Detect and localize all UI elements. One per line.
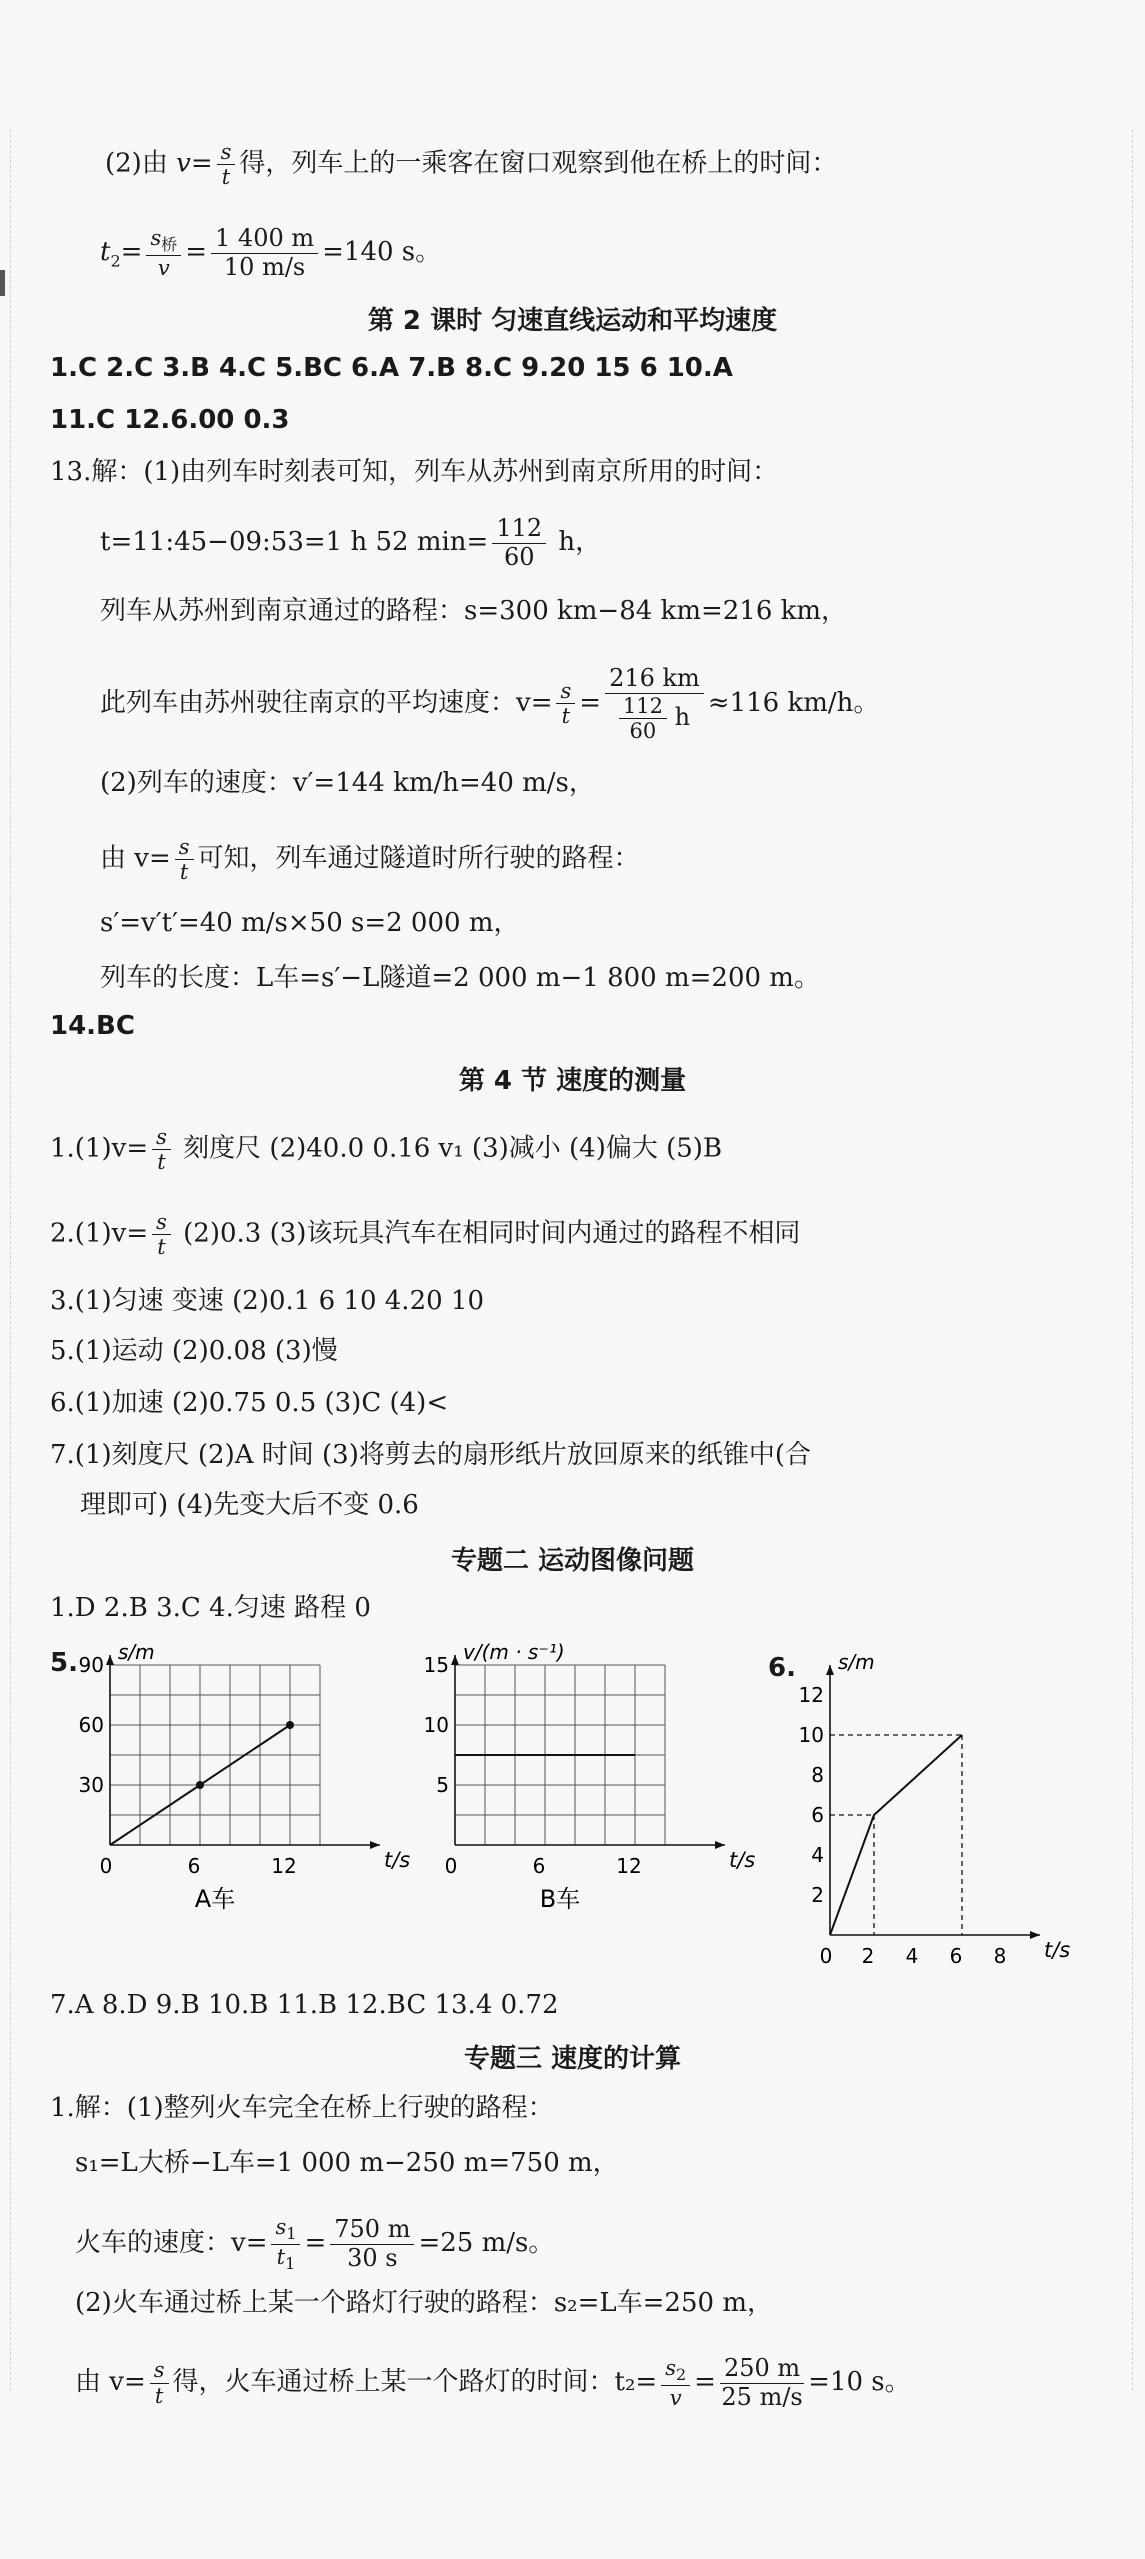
y-tick-label: 15 xyxy=(423,1653,449,1677)
sec4-q3-q4: 3.(1)匀速 变速 (2)0.1 6 10 4.20 10 xyxy=(50,1286,485,1316)
x-tick-label: 6 xyxy=(187,1854,201,1878)
y-axis-label: s/m xyxy=(838,1650,875,1674)
sec4-q6: 6.(1)加速 (2)0.75 0.5 (3)C (4)< xyxy=(50,1388,449,1418)
sec4-q2: 2.(1)v= $\frac{s}{t}$ (2)0.3 (3)该玩具汽车在相同时间内通过的路程不相同 xyxy=(50,1210,801,1260)
q13-path: 列车从苏州到南京通过的路程：s=300 km−84 km=216 km， xyxy=(100,596,848,626)
q13-tunnel: 由 v= $\frac{s}{t}$ 可知，列车通过隧道时所行驶的路程： xyxy=(100,835,640,885)
y-axis-arrow xyxy=(106,1655,114,1665)
y-tick-label: 30 xyxy=(78,1773,104,1797)
q13-time: t=11:45−09:53=1 h 52 min= $\frac{112}{60}$ h， xyxy=(100,514,602,571)
y-tick-label: 8 xyxy=(811,1763,824,1787)
x-tick-label: 12 xyxy=(271,1854,297,1878)
y-tick-label: 10 xyxy=(798,1723,824,1747)
x-axis-label: t/s xyxy=(384,1848,411,1872)
section-title-4: 第 4 节 速度的测量 xyxy=(458,1066,687,1096)
data-point xyxy=(196,1781,204,1789)
y-axis-label: s/m xyxy=(118,1640,155,1664)
prev-answer-line-2: $t_2=$ $\frac{s_桥}{v}$ = $\frac{1 400 m}{10 m/s}$ =140 s。 xyxy=(100,224,442,281)
x-tick-label: 0 xyxy=(99,1854,113,1878)
x-tick-label: 4 xyxy=(905,1944,919,1968)
x-axis-label: t/s xyxy=(1044,1938,1071,1962)
y-tick-label: 12 xyxy=(798,1683,824,1707)
chart-a-car xyxy=(55,1640,411,1913)
topic2-q6-label: 6. xyxy=(768,1653,796,1683)
y-tick-label: 5 xyxy=(436,1773,449,1797)
y-tick-label: 90 xyxy=(78,1653,104,1677)
chart-q6 xyxy=(790,1645,1080,1970)
topic3-q1-s1: s₁=L大桥−L车=1 000 m−250 m=750 m， xyxy=(75,2148,619,2178)
sec4-q5: 5.(1)运动 (2)0.08 (3)慢 xyxy=(50,1336,338,1366)
x-tick-label: 0 xyxy=(444,1854,458,1878)
chart-caption: A车 xyxy=(194,1885,236,1913)
chart-caption: B车 xyxy=(539,1885,581,1913)
x-tick-label: 0 xyxy=(819,1944,833,1968)
y-axis-arrow xyxy=(826,1665,834,1675)
data-point xyxy=(286,1721,294,1729)
chart-b-car xyxy=(410,1640,756,1913)
q13-train-speed: (2)列车的速度：v′=144 km/h=40 m/s， xyxy=(100,768,595,798)
topic3-q1-speed: 火车的速度：v= $\frac{s_1}{t_1}$ = $\frac{750 m}{30 s}$ =25 m/s。 xyxy=(75,2214,555,2273)
y-tick-label: 2 xyxy=(811,1883,824,1907)
sec4-q1: 1.(1)v= $\frac{s}{t}$ 刻度尺 (2)40.0 0.16 v₁ (3)减小 (4)偏大 (5)B xyxy=(50,1125,723,1175)
topic2-answers-row2: 7.A 8.D 9.B 10.B 11.B 12.BC 13.4 0.72 xyxy=(50,1990,559,2020)
margin-mark xyxy=(0,270,5,296)
x-axis-arrow xyxy=(1030,1931,1040,1939)
y-tick-label: 4 xyxy=(811,1843,824,1867)
sec4-q7-line2: 理即可) (4)先变大后不变 0.6 xyxy=(80,1490,419,1520)
y-tick-label: 10 xyxy=(423,1713,449,1737)
lesson2-answers-row1: 1.C 2.C 3.B 4.C 5.BC 6.A 7.B 8.C 9.20 15 6 10.A xyxy=(50,353,733,383)
section-title-topic3: 专题三 速度的计算 xyxy=(463,2044,682,2074)
x-tick-label: 8 xyxy=(993,1944,1007,1968)
y-tick-label: 60 xyxy=(78,1713,104,1737)
y-axis-arrow xyxy=(451,1655,459,1665)
section-title-topic2: 专题二 运动图像问题 xyxy=(450,1546,695,1576)
series-line xyxy=(830,1735,962,1935)
topic2-answers-row1: 1.D 2.B 3.C 4.匀速 路程 0 xyxy=(50,1593,371,1623)
y-axis-label: v/(m · s⁻¹) xyxy=(463,1640,565,1664)
q13-train-length: 列车的长度：L车=s′−L隧道=2 000 m−1 800 m=200 m。 xyxy=(100,963,820,993)
x-tick-label: 12 xyxy=(616,1854,642,1878)
topic3-q1-part2: (2)火车通过桥上某一个路灯行驶的路程：s₂=L车=250 m， xyxy=(75,2288,773,2318)
q13-average-speed: 此列车由苏州驶往南京的平均速度：v= $\frac{s}{t}$ = 216 km $\frac{112}{60}$ h ≈116 km/h。 xyxy=(100,664,880,743)
topic2-q5-label: 5. xyxy=(50,1648,78,1678)
topic3-q1-time: 由 v= $\frac{s}{t}$ 得，火车通过桥上某一个路灯的时间：t₂= $\frac{s_2}{v}$ = $\frac{250 m}{25 m/s}$ =10 s。 xyxy=(75,2354,911,2411)
y-tick-label: 6 xyxy=(811,1803,824,1827)
topic3-q1-heading: 1.解：(1)整列火车完全在桥上行驶的路程： xyxy=(50,2093,554,2123)
x-axis-label: t/s xyxy=(729,1848,756,1872)
sec4-q7-line1: 7.(1)刻度尺 (2)A 时间 (3)将剪去的扇形纸片放回原来的纸锥中(合 xyxy=(50,1440,812,1470)
x-axis-arrow xyxy=(715,1841,725,1849)
q14-answer: 14.BC xyxy=(50,1011,135,1041)
x-tick-label: 6 xyxy=(532,1854,546,1878)
lesson2-answers-row2: 11.C 12.6.00 0.3 xyxy=(50,405,290,435)
x-tick-label: 2 xyxy=(861,1944,875,1968)
prev-answer-line-1: (2)由 v= $\frac{s}{t}$ 得，列车上的一乘客在窗口观察到他在桥上的时间： xyxy=(105,140,838,190)
x-axis-arrow xyxy=(370,1841,380,1849)
section-title-lesson2: 第 2 课时 匀速直线运动和平均速度 xyxy=(367,306,778,336)
q13-distance: s′=v′t′=40 m/s×50 s=2 000 m， xyxy=(100,908,520,938)
q13-heading: 13.解：(1)由列车时刻表可知，列车从苏州到南京所用的时间： xyxy=(50,457,779,487)
x-tick-label: 6 xyxy=(949,1944,963,1968)
